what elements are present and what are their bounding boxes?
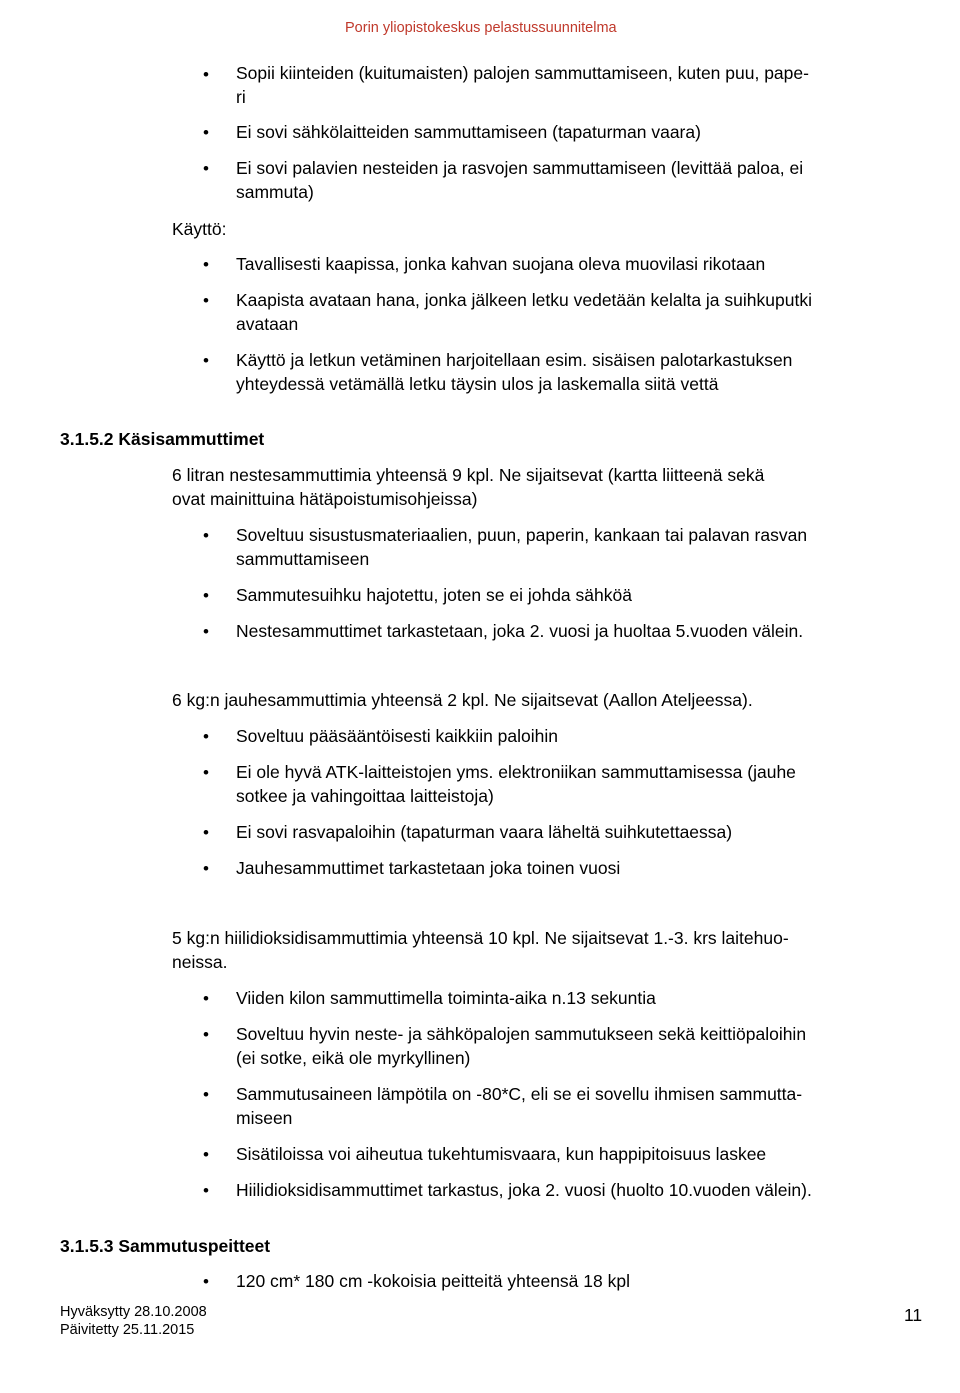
bullet-icon	[203, 253, 215, 277]
bullet-icon	[203, 584, 215, 608]
list-item: Ei sovi rasvapaloihin (tapaturman vaara läheltä suihkutettaessa)	[236, 822, 733, 842]
bullet-icon	[203, 157, 215, 181]
list-item: Sammutesuihku hajotettu, joten se ei johda sähköä	[236, 585, 632, 605]
list-item: Viiden kilon sammuttimella toiminta-aika n.13 sekuntia	[236, 988, 656, 1008]
list-item: Sopii kiinteiden (kuitumaisten) palojen sammuttamiseen, kuten puu, pape-	[236, 63, 809, 83]
section-heading: 3.1.5.3 Sammutuspeitteet	[60, 1236, 271, 1256]
paragraph-line: ovat mainittuina hätäpoistumisohjeissa)	[172, 489, 478, 509]
list-item: Ei sovi palavien nesteiden ja rasvojen sammuttamiseen (levittää paloa, ei	[236, 158, 804, 178]
bullet-icon	[203, 121, 215, 145]
footer-approved-date: Hyväksytty 28.10.2008	[60, 1304, 207, 1320]
bullet-icon	[203, 349, 215, 373]
paragraph-line: neissa.	[172, 952, 228, 972]
bullet-icon	[203, 821, 215, 845]
bullet-icon	[203, 761, 215, 785]
list-item: Ei ole hyvä ATK-laitteistojen yms. elektroniikan sammuttamisessa (jauhe	[236, 762, 796, 782]
list-item-continuation: miseen	[236, 1108, 293, 1128]
bullet-icon	[203, 987, 215, 1011]
paragraph-line: 5 kg:n hiilidioksidisammuttimia yhteensä 10 kpl. Ne sijaitsevat 1.-3. krs laitehuo-	[172, 928, 789, 948]
bullet-icon	[203, 1179, 215, 1203]
list-item: Ei sovi sähkölaitteiden sammuttamiseen (tapaturman vaara)	[236, 122, 701, 142]
list-item: Soveltuu sisustusmateriaalien, puun, paperin, kankaan tai palavan rasvan	[236, 525, 808, 545]
list-item: Nestesammuttimet tarkastetaan, joka 2. vuosi ja huoltaa 5.vuoden välein.	[236, 621, 804, 641]
list-item-continuation: (ei sotke, eikä ole myrkyllinen)	[236, 1048, 471, 1068]
bullet-icon	[203, 1270, 215, 1294]
bullet-icon	[203, 63, 215, 87]
list-item-continuation: avataan	[236, 314, 299, 334]
paragraph-line: 6 litran nestesammuttimia yhteensä 9 kpl. Ne sijaitsevat (kartta liitteenä sekä	[172, 465, 765, 485]
list-item: Jauhesammuttimet tarkastetaan joka toinen vuosi	[236, 858, 621, 878]
footer-updated-date: Päivitetty 25.11.2015	[60, 1322, 195, 1338]
document-header-title: Porin yliopistokeskus pelastussuunnitelma	[345, 20, 617, 36]
list-item: Sisätiloissa voi aiheutua tukehtumisvaara, kun happipitoisuus laskee	[236, 1144, 767, 1164]
paragraph-line: 6 kg:n jauhesammuttimia yhteensä 2 kpl. Ne sijaitsevat (Aallon Ateljeessa).	[172, 690, 753, 710]
list-item: 120 cm* 180 cm -kokoisia peitteitä yhteensä 18 kpl	[236, 1271, 630, 1291]
bullet-icon	[203, 289, 215, 313]
list-item-continuation: sammuta)	[236, 182, 314, 202]
list-item-continuation: yhteydessä vetämällä letku täysin ulos ja laskemalla siitä vettä	[236, 374, 719, 394]
list-item: Hiilidioksidisammuttimet tarkastus, joka 2. vuosi (huolto 10.vuoden välein).	[236, 1180, 812, 1200]
section-heading: 3.1.5.2 Käsisammuttimet	[60, 429, 265, 449]
page-number: 11	[904, 1305, 923, 1325]
list-item: Tavallisesti kaapissa, jonka kahvan suojana oleva muovilasi rikotaan	[236, 254, 766, 274]
list-item: Soveltuu pääsääntöisesti kaikkiin paloihin	[236, 726, 559, 746]
bullet-icon	[203, 1083, 215, 1107]
list-item: Soveltuu hyvin neste- ja sähköpalojen sammutukseen sekä keittiöpaloihin	[236, 1024, 807, 1044]
usage-label: Käyttö:	[172, 219, 227, 239]
list-item-continuation: sammuttamiseen	[236, 549, 370, 569]
list-item: Sammutusaineen lämpötila on -80*C, eli se ei sovellu ihmisen sammutta-	[236, 1084, 803, 1104]
bullet-icon	[203, 857, 215, 881]
list-item: Kaapista avataan hana, jonka jälkeen letku vedetään kelalta ja suihkuputki	[236, 290, 812, 310]
bullet-icon	[203, 1023, 215, 1047]
list-item-continuation: sotkee ja vahingoittaa laitteistoja)	[236, 786, 494, 806]
bullet-icon	[203, 524, 215, 548]
list-item: Käyttö ja letkun vetäminen harjoitellaan esim. sisäisen palotarkastuksen	[236, 350, 793, 370]
bullet-icon	[203, 1143, 215, 1167]
bullet-icon	[203, 620, 215, 644]
bullet-icon	[203, 725, 215, 749]
list-item-continuation: ri	[236, 87, 246, 107]
